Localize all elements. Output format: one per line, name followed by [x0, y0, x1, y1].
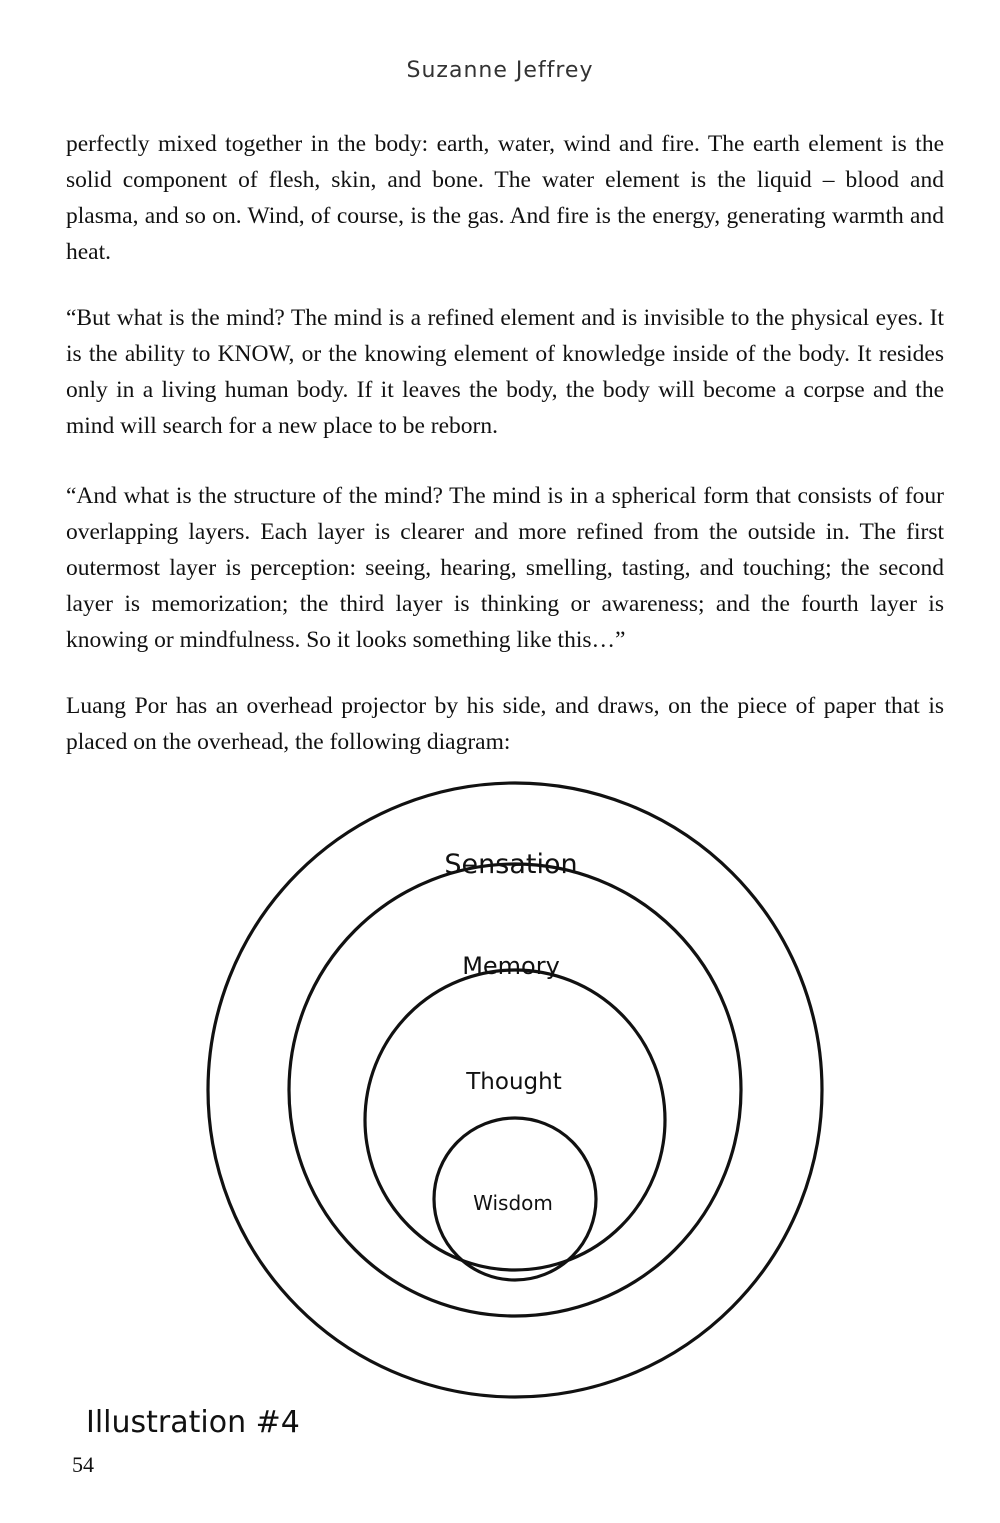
- concentric-circles-diagram: [195, 780, 835, 1400]
- ring-thought: [365, 970, 665, 1270]
- figure-caption: Illustration #4: [86, 1405, 300, 1440]
- label-thought: Thought: [466, 1069, 562, 1095]
- page-number: 54: [72, 1452, 94, 1477]
- label-memory: Memory: [462, 952, 560, 980]
- label-sensation: Sensation: [444, 849, 578, 880]
- paragraph-overhead-projector: Luang Por has an overhead projector by his side, and draws, on the piece of paper that is placed on the overhead, the following diagram:: [66, 693, 944, 755]
- mind-layers-diagram: [195, 780, 835, 1400]
- paragraph-mind: “But what is the mind? The mind is a refined element and is invisible to the physical eyes. It is the ability to KNOW, or the knowing element of knowledge inside of the body. It resides only in a living human body. If it leaves the body, the body will become a corpse and the mind will search for a new place to be reborn.: [66, 305, 944, 439]
- paragraph-elements: perfectly mixed together in the body: earth, water, wind and fire. The earth element is the solid component of flesh, skin, and bone. The water element is the liquid – blood and plasma, and so on. Wind, of course, is the gas. And fire is the energy, generating warmth and heat.: [66, 131, 944, 265]
- paragraph-mind-structure: “And what is the structure of the mind? The mind is in a spherical form that consists of four overlapping layers. Each layer is clearer and more refined from the outside in. The first outermost layer is perception: seeing, hearing, smelling, tasting, and touching; the second layer is memorization; the third layer is thinking or awareness; and the fourth layer is knowing or mindfulness. So it looks something like this…”: [66, 483, 944, 653]
- label-wisdom: Wisdom: [473, 1191, 553, 1215]
- running-header: Suzanne Jeffrey: [406, 58, 594, 83]
